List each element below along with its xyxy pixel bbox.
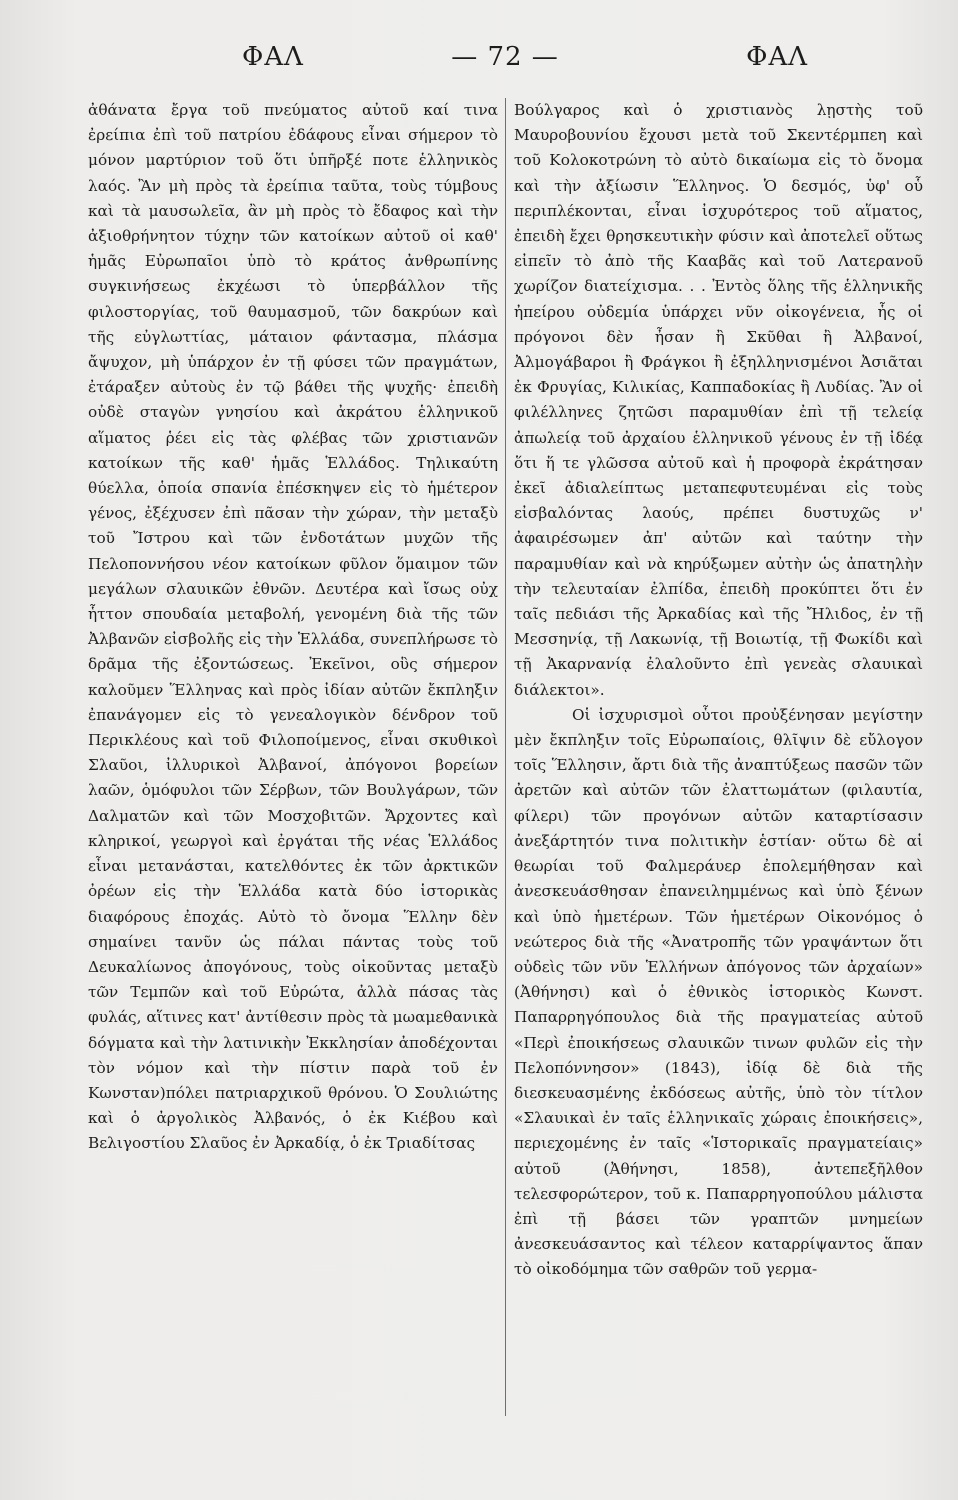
left-column	[88, 98, 498, 1157]
page-number: — 72 —	[451, 42, 559, 72]
header-guide-word-left: ΦΑΛ	[242, 42, 304, 72]
header-guide-word-right: ΦΑΛ	[746, 42, 808, 72]
right-column-paragraph-1: Βούλγαρος καὶ ὁ χριστιανὸς λῃστὴς τοῦ Μαυροβουνίου ἔχουσι μετὰ τοῦ Σκεντέρμπεη καὶ τοῦ Κολοκοτρώνη τὸ αὐτὸ δικαίωμα εἰς τὸ ὄνομα καὶ τὴν ἀξίωσιν Ἕλληνος. Ὁ δεσμός, ὑφ' οὗ περιπλέκονται, εἶναι ἰσχυρότερος τοῦ αἵματος, ἐπειδὴ ἔχει θρησκευτικὴν φύσιν καὶ ἀποτελεῖ οὕτως εἰπεῖν τὸ ἀπὸ τῆς Κααβᾶς καὶ τοῦ Λατερανοῦ χωρίζον διατείχισμα. . . Ἐντὸς ὅλης τῆς ἑλληνικῆς ἠπείρου οὐδεμία ὑπάρχει νῦν οἰκογένεια, ἧς οἱ πρόγονοι δὲν ἦσαν ἢ Σκῦθαι ἢ Ἀλβανοί, Ἀλμογάβαροι ἢ Φράγκοι ἢ ἐξηλληνισμένοι Ἀσιᾶται ἐκ Φρυγίας, Κιλικίας, Καππαδοκίας ἢ Λυδίας. Ἂν οἱ φιλέλληνες ζητῶσι παραμυθίαν ἐπὶ τῇ τελείᾳ ἀπωλείᾳ τοῦ ἀρχαίου ἑλληνικοῦ γένους ἐν τῇ ἰδέᾳ ὅτι ἥ τε γλῶσσα αὐτοῦ καὶ ἡ προφορὰ ἐκράτησαν ἐκεῖ ἀδιαλείπτως μεταπεφυτευμέναι εἰς τοὺς εἰσβαλόντας λαούς, πρέπει δυστυχῶς ν' ἀφαιρέσωμεν ἀπ' αὐτῶν καὶ ταύτην τὴν παραμυθίαν καὶ νὰ κηρύξωμεν αὐτὴν ὡς ἀπατηλὴν τὴν τελευταίαν ἐλπίδα, ἐπειδὴ προκύπτει ὅτι ἐν ταῖς πεδιάσι τῆς Ἀρκαδίας καὶ τῆς Ἤλιδος, ἐν τῇ Μεσσηνίᾳ, τῇ Λακωνίᾳ, τῇ Βοιωτίᾳ, τῇ Φωκίδι καὶ τῇ Ἀκαρνανίᾳ ἐλαλοῦντο ἐπὶ γενεὰς σλαυικαὶ διάλεκτοι».	[514, 101, 923, 699]
right-column	[514, 98, 923, 1283]
right-column-paragraph-2: Οἱ ἰσχυρισμοὶ οὗτοι προὐξένησαν μεγίστην μὲν ἔκπληξιν τοῖς Εὐρωπαίοις, θλῖψιν δὲ εὔλογον τοῖς Ἕλλησιν, ἄρτι διὰ τῆς ἀναπτύξεως πασῶν τῶν ἀρετῶν καὶ αὐτῶν τῶν ἐλαττωμάτων (φιλαυτία, φίλερι) τῶν προγόνων αὐτῶν καταρτίσασιν ἀνεξάρτητόν τινα πολιτικὴν ἑστίαν· οὕτω δὲ αἱ θεωρίαι τοῦ Φαλμεράυερ ἐπολεμήθησαν καὶ ἀνεσκευάσθησαν ἐπανειλημμένως καὶ ὑπὸ ξένων καὶ ὑπὸ ἡμετέρων. Τῶν ἡμετέρων Οἰκονόμος ὁ νεώτερος διὰ τῆς «Ἀνατροπῆς τῶν γραψάντων ὅτι οὐδεὶς τῶν νῦν Ἑλλήνων ἀπόγονος τῶν ἀρχαίων» (Ἀθήνησι) καὶ ὁ ἐθνικὸς ἱστορικὸς Κωνστ. Παπαρρηγόπουλος διὰ τῆς πραγματείας αὐτοῦ «Περὶ ἐποικήσεως σλαυικῶν τινων φυλῶν εἰς τὴν Πελοπόννησον» (1843), ἰδίᾳ δὲ διὰ τῆς διεσκευασμένης ἐκδόσεως αὐτῆς, ὑπὸ τὸν τίτλον «Σλαυικαὶ ἐν ταῖς ἑλληνικαῖς χώραις ἐποικήσεις», περιεχομένης ἐν ταῖς «Ἱστορικαῖς πραγματείαις» αὐτοῦ (Ἀθήνησι, 1858), ἀντεπεξῆλθον τελεσφορώτερον, τοῦ κ. Παπαρρηγοπούλου μάλιστα ἐπὶ τῇ βάσει τῶν γραπτῶν μνημείων ἀνεσκευάσαντος καὶ τέλεον καταρρίψαντος ἅπαν τὸ οἰκοδόμημα τῶν σαθρῶν τοῦ γερμα-	[514, 705, 923, 1279]
column-divider	[505, 98, 506, 1416]
left-column-text: ἀθάνατα ἔργα τοῦ πνεύματος αὐτοῦ καί τινα ἐρείπια ἐπὶ τοῦ πατρίου ἐδάφους εἶναι σήμερον τὸ μόνον μαρτύριον τοῦ ὅτι ὑπῆρξέ ποτε ἑλληνικὸς λαός. Ἂν μὴ πρὸς τὰ ἐρείπια ταῦτα, τοὺς τύμβους καὶ τὰ μαυσωλεῖα, ἂν μὴ πρὸς τὸ ἔδαφος καὶ τὴν ἀξιοθρήνητον τύχην τῶν κατοίκων αὐτοῦ οἱ καθ' ἡμᾶς Εὐρωπαῖοι ὑπὸ τὸ κράτος ἀνθρωπίνης συγκινήσεως ἐκχέωσι τὸ ὑπερβάλλον τῆς φιλοστοργίας, τοῦ θαυμασμοῦ, τῶν δακρύων καὶ τῆς εὐγλωττίας, μάταιον φάντασμα, πλάσμα ἄψυχον, μὴ ὑπάρχον ἐν τῇ φύσει τῶν πραγμάτων, ἐτάραξεν αὐτοὺς ἐν τῷ βάθει τῆς ψυχῆς· ἐπειδὴ οὐδὲ σταγὼν γνησίου καὶ ἀκράτου ἑλληνικοῦ αἵματος ῥέει εἰς τὰς φλέβας τῶν χριστιανῶν κατοίκων τῆς καθ' ἡμᾶς Ἑλλάδος. Τηλικαύτη θύελλα, ὁποία σπανία ἐπέσκηψεν εἰς τὸ ἡμέτερον γένος, ἐξέχυσεν ἐπὶ πᾶσαν τὴν χώραν, τὴν μεταξὺ τοῦ Ἴστρου καὶ τῶν ἐνδοτάτων μυχῶν τῆς Πελοποννήσου νέον κατοίκων φῦλον ὅμαιμον τῶν μεγάλων σλαυικῶν ἐθνῶν. Δευτέρα καὶ ἴσως οὐχ ἧττον σπουδαία μεταβολή, γενομένη διὰ τῆς τῶν Ἀλβανῶν εἰσβολῆς εἰς τὴν Ἑλλάδα, συνεπλήρωσε τὸ δρᾶμα τῆς ἐξοντώσεως. Ἐκεῖνοι, οὓς σήμερον καλοῦμεν Ἕλληνας καὶ πρὸς ἰδίαν αὐτῶν ἔκπληξιν ἐπανάγομεν εἰς τὸ γενεαλογικὸν δένδρον τοῦ Περικλέους καὶ τοῦ Φιλοποίμενος, εἶναι σκυθικοὶ Σλαῦοι, ἰλλυρικοὶ Ἀλβανοί, ἀπόγονοι βορείων λαῶν, ὁμόφυλοι τῶν Σέρβων, τῶν Βουλγάρων, τῶν Δαλματῶν καὶ τῶν Μοσχοβιτῶν. Ἄρχοντες καὶ κληρικοί, γεωργοὶ καὶ ἐργάται τῆς νέας Ἑλλάδος εἶναι μετανάσται, κατελθόντες ἐκ τῶν ἀρκτικῶν ὀρέων εἰς τὴν Ἑλλάδα κατὰ δύο ἱστορικὰς διαφόρους ἐποχάς. Αὐτὸ τὸ ὄνομα Ἕλλην δὲν σημαίνει τανῦν ὡς πάλαι πάντας τοὺς τοῦ Δευκαλίωνος ἀπογόνους, τοὺς οἰκοῦντας μεταξὺ τῶν Τεμπῶν καὶ τοῦ Εὐρώτα, ἀλλὰ πάσας τὰς φυλάς, αἵτινες κατ' ἀντίθεσιν πρὸς τὰ μωαμεθανικὰ δόγματα καὶ τὴν λατινικὴν Ἐκκλησίαν ἀποδέχονται τὸν νόμον καὶ τὴν πίστιν παρὰ τοῦ ἐν Κωνσταν)πόλει πατριαρχικοῦ θρόνου. Ὁ Σουλιώτης καὶ ὁ ἀργολικὸς Ἀλβανός, ὁ ἐκ Κιέβου καὶ Βελιγοστίου Σλαῦος ἐν Ἀρκαδίᾳ, ὁ ἐκ Τριαδίτσας	[88, 101, 498, 1153]
page-header	[90, 42, 898, 82]
